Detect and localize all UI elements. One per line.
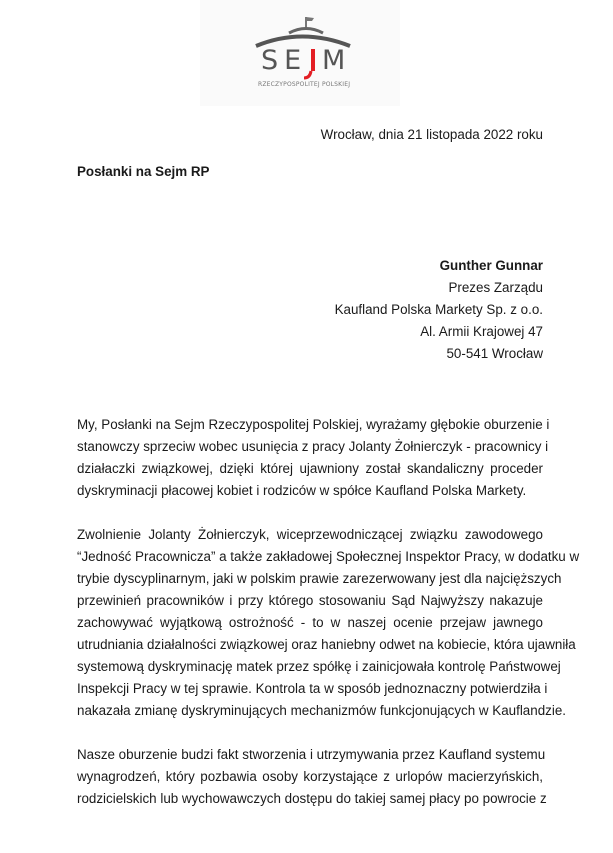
text-line: Zwolnienie Jolanty Żołnierczyk, wiceprzewodniczącej związku zawodowego — [77, 527, 543, 542]
svg-text:M: M — [322, 45, 346, 76]
text-line: stanowczy sprzeciw wobec usunięcia z pracy Jolanty Żołnierczyk - pracownicy i — [77, 439, 549, 454]
text-line: rodzicielskich lub wychowawczych dostępu do takiej samej płacy po powrocie z — [77, 791, 547, 806]
sejm-emblem-icon — [200, 0, 400, 106]
text-line: “Jedność Pracownicza” a także zakładowej Społecznej Inspektor Pracy, w dodatku w — [77, 549, 580, 564]
text-line: nakazała zmianę dyskryminujących mechanizmów funkcjonujących w Kauflandzie. — [77, 703, 566, 718]
recipient-line: 50-541 Wrocław — [446, 346, 543, 361]
text-line: wynagrodzeń, który pozbawia osoby korzystające z urlopów macierzyńskich, — [77, 769, 543, 784]
recipient-name: Gunther Gunnar — [439, 258, 543, 273]
text-line: trybie dyscyplinarnym, jaki w polskim prawie zarezerwowany jest dla najcięższych — [77, 571, 562, 586]
sender: Posłanki na Sejm RP — [77, 164, 210, 179]
svg-text:RZECZYPOSPOLITEJ POLSKIEJ: RZECZYPOSPOLITEJ POLSKIEJ — [258, 81, 350, 88]
text-line: przewinień pracowników i przy którego stosowaniu Sąd Najwyższy nakazuje — [77, 593, 543, 608]
letter-date: Wrocław, dnia 21 listopada 2022 roku — [320, 127, 543, 142]
text-line: Nasze oburzenie budzi fakt stworzenia i utrzymywania przez Kaufland systemu — [77, 747, 546, 762]
recipient-line: Kaufland Polska Markety Sp. z o.o. — [334, 302, 543, 317]
text-line: działaczki związkowej, dzięki której ujawniony został skandaliczny proceder — [77, 461, 543, 476]
text-line: Inspekcji Pracy w tej sprawie. Kontrola ta w sposób jednoznaczny potwierdziła i — [77, 681, 548, 696]
recipient-line: Prezes Zarządu — [448, 280, 543, 295]
text-line: zachowywać wyjątkową ostrożność - to w naszej ocenie przejaw jawnego — [77, 615, 543, 630]
text-line: utrudniania działalności związkowej oraz haniebny odwet na kobiecie, która ujawniła — [77, 637, 576, 652]
sejm-logo — [200, 0, 400, 106]
text-line: systemową dyskryminację matek przez spółkę i zainicjowała kontrolę Państwowej — [77, 659, 561, 674]
recipient-line: Al. Armii Krajowej 47 — [420, 324, 543, 339]
text-line: My, Posłanki na Sejm Rzeczypospolitej Polskiej, wyrażamy głębokie oburzenie i — [77, 417, 550, 432]
svg-text:SE: SE — [261, 45, 308, 76]
text-line: dyskryminacji płacowej kobiet i rodziców w spółce Kaufland Polska Markety. — [77, 483, 527, 498]
